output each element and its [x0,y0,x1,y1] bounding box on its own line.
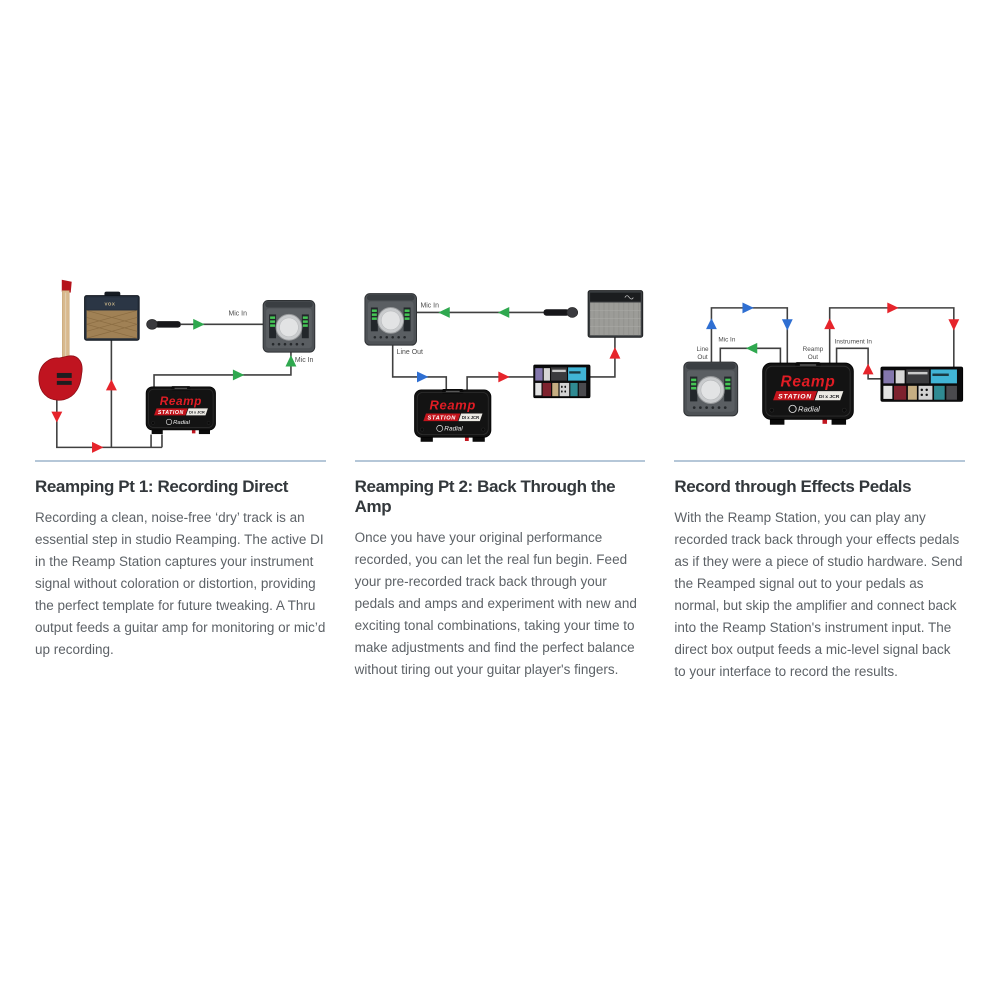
reamp-model-text: STATION [427,415,456,422]
mic-in-label: Mic In [228,310,247,318]
arrow-down-icon [949,319,960,330]
section-body: Once you have your original performance recorded, you can let the real fun begin. Feed your pre-recorded track back through your pedals and amps and experiment with new and exciting tonal combinations, taking your time to make adjustments and find the perfect balance without tiring out your guitar player's fingers. [354,530,637,677]
diagram-recording-direct [35,277,326,459]
reamp-badge-text: DI x JCR [189,410,205,415]
electric-guitar-icon [39,280,82,400]
reamp-out-label: Reamp [802,346,824,354]
arrow-up-icon [825,318,836,329]
arrow-right-icon [743,302,754,313]
reamp-brand-text: Reamp [780,373,836,391]
line-out-label: Line Out [396,349,423,357]
guitar-amp-icon [85,292,140,341]
arrow-right-icon [888,302,899,313]
diagram-record-through-pedals [674,277,965,459]
audio-interface-icon [263,301,315,353]
audio-interface-icon [365,294,417,346]
reamp-model-text: STATION [157,409,184,416]
divider [35,460,326,462]
three-column-layout [35,277,965,683]
arrow-right-icon [92,442,103,453]
arrow-up-icon [863,364,874,375]
reamp-out-label: Out [808,354,819,362]
line-out-label: Line [696,346,709,354]
arrow-down-icon [782,319,793,330]
arrow-left-icon [498,307,509,318]
radial-logo-text: Radial [443,425,463,433]
pedalboard-icon [533,365,590,398]
reamp-station-icon [146,386,215,434]
arrow-up-icon [106,379,117,390]
section-body: Recording a clean, noise-free ‘dry’ track is an essential step in studio Reamping. The active DI in the Reamp Station captures your instrument signal without coloration or distortion, providing the perfect template for future tweaking. A Thru output feeds a guitar amp for monitoring or mic’d up recording. [35,510,326,657]
mic-in-label: Mic In [718,336,736,344]
guitar-amp-icon [588,291,643,338]
section-reamping-pt1 [35,277,326,683]
microphone-icon [543,307,577,317]
arrow-left-icon [438,307,449,318]
diagram-back-through-amp [355,277,646,459]
pedalboard-icon [881,367,963,401]
divider [355,460,646,462]
arrow-right-icon [417,371,428,382]
section-body: With the Reamp Station, you can play any recorded track back through your effects pedals as if they were a piece of studio hardware. Send the Reamped signal out to your pedals as normal, but skip the amplifier and connect back into the Reamp Station's instrument input. The direct box output feeds a mic-level signal back to your interface to record the results. [674,510,963,679]
mic-in-cable [721,348,781,363]
reamp-brand-text: Reamp [159,393,202,408]
section-effects-pedals [674,277,965,683]
section-reamping-pt2 [355,277,646,683]
arrow-right-icon [233,369,244,380]
arrow-up-icon [609,347,620,358]
section-heading: Reamping Pt 1: Recording Direct [35,477,289,496]
audio-interface-icon [684,362,738,416]
microphone-icon [147,319,181,329]
mic-in-label: Mic In [420,302,439,310]
radial-logo-text: Radial [173,419,190,426]
reamp-station-icon [414,389,490,442]
mic-in-label: Mic In [294,357,314,365]
reamp-badge-text: DI x JCR [819,393,840,400]
arrow-up-icon [706,318,717,329]
line-out-label: Out [697,354,709,362]
arrow-right-icon [193,319,204,330]
arrow-down-icon [51,412,62,423]
arrow-left-icon [746,343,757,354]
vox-logo: VOX [104,301,116,307]
reamp-badge-text: DI x JCR [461,415,479,421]
section-heading: Reamping Pt 2: Back Through the Amp [354,477,616,516]
reamp-station-icon [763,362,854,425]
reamp-brand-text: Reamp [429,397,476,413]
section-heading: Record through Effects Pedals [674,477,912,496]
di-out-cable [154,352,291,387]
radial-logo-text: Radial [798,404,821,414]
reamp-model-text: STATION [778,393,813,401]
reamp-input-cables [151,434,162,447]
instrument-in-label: Instrument In [834,338,873,346]
arrow-right-icon [498,371,509,382]
divider [674,460,965,462]
